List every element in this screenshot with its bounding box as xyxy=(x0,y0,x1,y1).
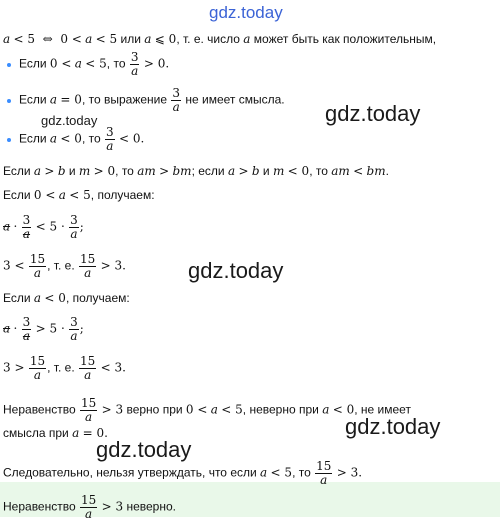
line-if-0-a-5: Если 0 < a < 5, получаем: xyxy=(3,188,155,202)
line1-tail: может быть как положительным, xyxy=(253,32,437,46)
word-te: т. е. xyxy=(182,32,204,46)
word-esli: Если xyxy=(3,188,31,202)
bullet-dot xyxy=(7,63,11,67)
word-poluchaem: , получаем: xyxy=(65,291,130,305)
bullet-case-negative: Если a < 0, то $\frac{3}{a}$ < 0. xyxy=(3,126,144,153)
bullet-case-positive: Если 0 < a < 5, то $\frac{3}{a}$ > 0. xyxy=(3,51,169,78)
word-esli: Если xyxy=(19,131,47,146)
watermark-top: gdz.today xyxy=(209,3,283,22)
word-i: и xyxy=(262,164,270,178)
word-to: , то xyxy=(115,164,134,178)
word-neravenstvo: Неравенство xyxy=(3,402,76,417)
line-inequality-validity: Неравенство $\frac{15}{a}$ > 3 верно при 0 < a < 5, неверно при a < 0, не имеет xyxy=(3,396,411,424)
line-result-positive: 3 < $\frac{15}{a}$ , т. е. $\frac{15}{a}$ > 3. xyxy=(3,252,126,280)
word-sledovatelno: Следовательно, нельзя утверждать, что если xyxy=(3,465,257,480)
bullet-dot xyxy=(7,138,11,142)
line-meaning-at-zero: смысла при a = 0. xyxy=(3,426,108,440)
bullet-dot xyxy=(7,99,11,103)
word-esli: Если xyxy=(19,92,47,107)
word-verno-pri: верно при xyxy=(126,402,183,417)
watermark-5: gdz.today xyxy=(96,437,192,462)
line-final-answer: Неравенство $\frac{15}{a}$ > 3 неверно. xyxy=(3,493,176,521)
bullet-case-zero: Если a = 0, то выражение $\frac{3}{a}$ не имеет смысла. xyxy=(3,87,285,114)
word-esli: Если xyxy=(3,291,31,305)
watermark-4: gdz.today xyxy=(345,414,441,439)
word-te: , т. е. xyxy=(47,258,75,273)
watermark-2: gdz.today xyxy=(41,113,98,128)
word-smysla-pri: смысла при xyxy=(3,426,69,440)
word-te: , т. е. xyxy=(47,360,75,375)
word-to: , то xyxy=(309,164,328,178)
word-neravenstvo: Неравенство xyxy=(3,499,76,514)
word-esli: Если xyxy=(3,164,31,178)
line-mult-positive: a · $\frac{3}{a}$ < 5 · $\frac{3}{a}$ ; xyxy=(3,213,84,241)
line-if-a-negative: Если a < 0, получаем: xyxy=(3,291,130,305)
line-conclusion-reason: Следовательно, нельзя утверждать, что если a < 5, то $\frac{15}{a}$ > 3. xyxy=(3,459,363,487)
word-i: и xyxy=(68,164,76,178)
line-multiplication-rule: Если a > b и m > 0, то am > bm; если a > b и m < 0, то am < bm. xyxy=(3,164,389,178)
word-neverno-pri: , неверно при xyxy=(242,402,319,417)
word-esli-semi: ; если xyxy=(191,164,225,178)
word-chislo: число xyxy=(207,32,240,46)
word-ne-imeet: , не имеет xyxy=(354,402,411,417)
word-poluchaem: , получаем: xyxy=(90,188,155,202)
word-ili: или xyxy=(120,32,141,46)
line-a-less-5: a < 5 ⇔ 0 < a < 5 или a ⩽ 0, т. е. число a может быть как положительным, xyxy=(3,32,437,46)
watermark-3: gdz.today xyxy=(188,258,284,283)
no-sense-text: не имеет смысла. xyxy=(185,92,285,107)
line-mult-negative: a · $\frac{3}{a}$ > 5 · $\frac{3}{a}$ ; xyxy=(3,315,84,343)
word-to-vyrazhenie: , то выражение xyxy=(81,92,168,107)
line-result-negative: 3 > $\frac{15}{a}$ , т. е. $\frac{15}{a}$ < 3. xyxy=(3,354,126,382)
word-esli: Если xyxy=(19,56,47,71)
word-to: , то xyxy=(81,131,101,146)
word-neverno: неверно. xyxy=(126,499,176,514)
watermark-1: gdz.today xyxy=(325,101,421,126)
word-to: , то xyxy=(106,56,126,71)
word-to: , то xyxy=(292,465,311,480)
